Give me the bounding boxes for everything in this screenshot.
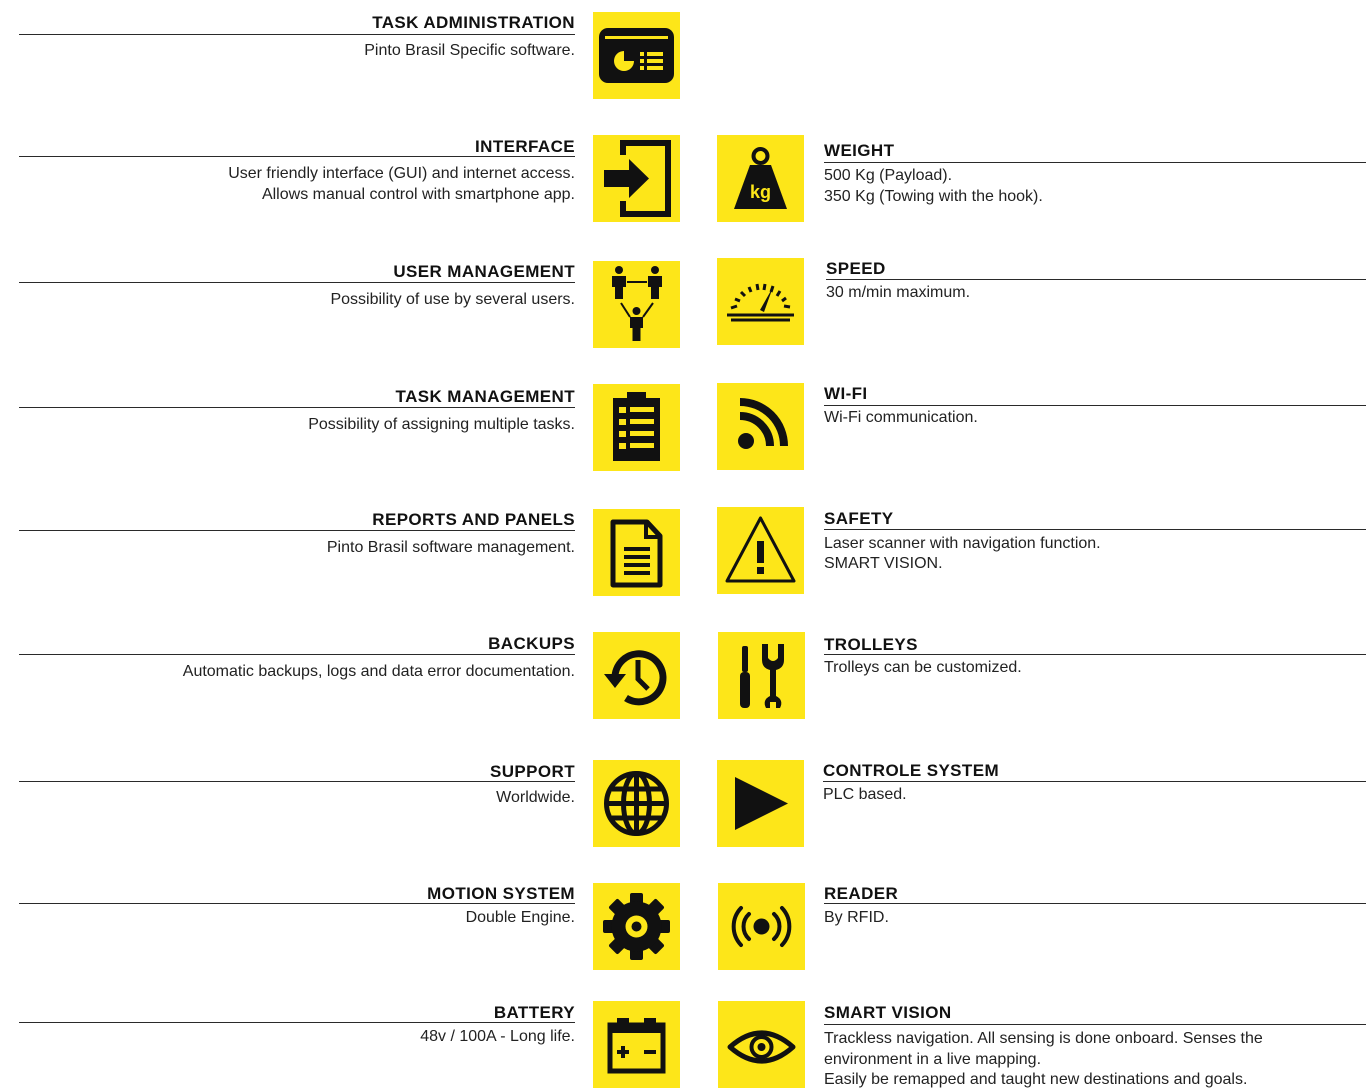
speed-text: 30 m/min maximum.: [826, 284, 971, 301]
task-management-title: TASK MANAGEMENT: [395, 387, 575, 406]
document-icon: [593, 509, 680, 596]
divider: [823, 781, 1366, 782]
task-administration-text: Pinto Brasil Specific software.: [364, 42, 575, 59]
smart-vision-title: SMART VISION: [824, 1003, 952, 1022]
motion-system-text: Double Engine.: [465, 909, 575, 926]
divider: [824, 529, 1366, 530]
speedometer-icon: [717, 258, 804, 345]
reader-text: By RFID.: [824, 909, 889, 926]
divider: [19, 781, 575, 782]
gear-icon: [593, 883, 680, 970]
speed-title: SPEED: [826, 259, 886, 278]
divider: [824, 903, 1366, 904]
trolleys-title: TROLLEYS: [824, 635, 918, 654]
eye-icon: [718, 1001, 805, 1088]
divider: [19, 34, 575, 35]
play-icon: [717, 760, 804, 847]
controle-system-text: PLC based.: [823, 786, 907, 803]
battery-title: BATTERY: [493, 1003, 575, 1022]
divider: [824, 654, 1366, 655]
weight-text-line-2: 350 Kg (Towing with the hook).: [824, 188, 1043, 205]
globe-icon: [593, 760, 680, 847]
backups-text: Automatic backups, logs and data error documentation.: [182, 663, 575, 680]
battery-text: 48v / 100A - Long life.: [420, 1028, 575, 1045]
trolleys-text: Trolleys can be customized.: [824, 659, 1022, 676]
interface-text-line-2: Allows manual control with smartphone app.: [261, 186, 575, 203]
interface-title: INTERFACE: [475, 137, 575, 156]
smart-vision-text-line-2: environment in a live mapping.: [824, 1051, 1042, 1068]
task-administration-title: TASK ADMINISTRATION: [372, 13, 575, 32]
divider: [19, 530, 575, 531]
divider: [19, 282, 575, 283]
support-title: SUPPORT: [490, 762, 575, 781]
weight-kg-icon: [717, 135, 804, 222]
users-network-icon: [593, 261, 680, 348]
divider: [19, 654, 575, 655]
login-icon: [593, 135, 680, 222]
warning-icon: [717, 507, 804, 594]
reports-and-panels-text: Pinto Brasil software management.: [326, 539, 575, 556]
safety-text-line-2: SMART VISION.: [824, 555, 943, 572]
clipboard-checklist-icon: [593, 384, 680, 471]
safety-title: SAFETY: [824, 509, 894, 528]
divider: [824, 405, 1366, 406]
divider: [19, 407, 575, 408]
support-text: Worldwide.: [496, 789, 575, 806]
tools-icon: [718, 632, 805, 719]
weight-title: WEIGHT: [824, 141, 895, 160]
battery-icon: [593, 1001, 680, 1088]
user-management-text: Possibility of use by several users.: [330, 291, 575, 308]
wifi-signal-icon: [717, 383, 804, 470]
divider: [824, 162, 1366, 163]
divider: [824, 1024, 1366, 1025]
smart-vision-text-line-1: Trackless navigation. All sensing is done onboard. Senses the: [824, 1030, 1263, 1047]
dashboard-icon: [593, 12, 680, 99]
divider: [19, 156, 575, 157]
task-management-text: Possibility of assigning multiple tasks.: [308, 416, 575, 433]
smart-vision-text-line-3: Easily be remapped and taught new destinations and goals.: [824, 1071, 1248, 1088]
backups-title: BACKUPS: [488, 634, 575, 653]
user-management-title: USER MANAGEMENT: [393, 262, 575, 281]
history-icon: [593, 632, 680, 719]
rfid-signal-icon: [718, 883, 805, 970]
weight-text-line-1: 500 Kg (Payload).: [824, 167, 953, 184]
reports-and-panels-title: REPORTS AND PANELS: [372, 510, 575, 529]
weight-kg-label: kg: [749, 182, 772, 202]
safety-text-line-1: Laser scanner with navigation function.: [824, 535, 1101, 552]
divider: [826, 279, 1366, 280]
wifi-text: Wi-Fi communication.: [824, 409, 978, 426]
motion-system-title: MOTION SYSTEM: [427, 884, 575, 903]
divider: [19, 903, 575, 904]
reader-title: READER: [824, 884, 899, 903]
interface-text-line-1: User friendly interface (GUI) and internet access.: [228, 165, 575, 182]
wifi-title: WI-FI: [824, 384, 868, 403]
controle-system-title: CONTROLE SYSTEM: [823, 761, 1000, 780]
divider: [19, 1022, 575, 1023]
